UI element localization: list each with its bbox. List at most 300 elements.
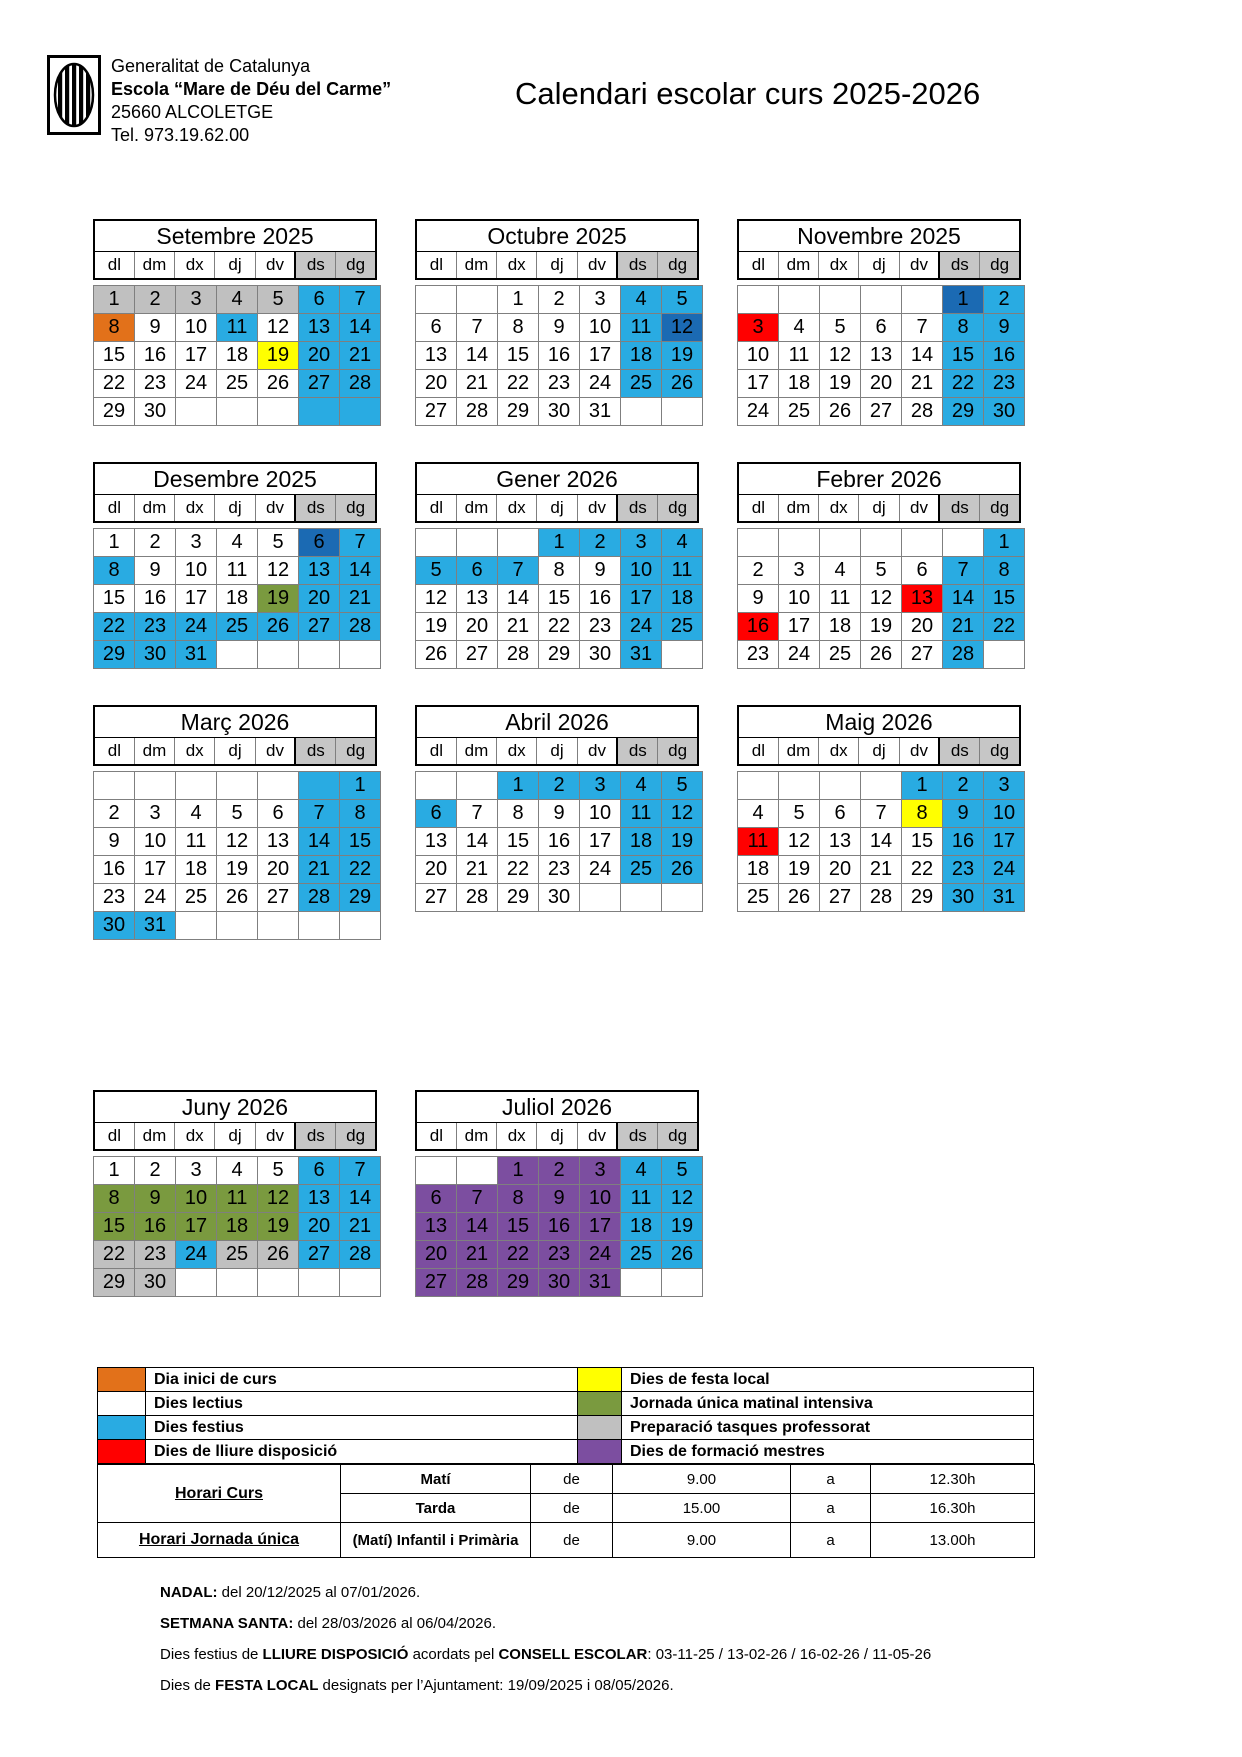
day-cell: 15 (94, 1213, 135, 1241)
schedule-period: (Matí) Infantil i Primària (341, 1523, 531, 1558)
day-cell: 17 (176, 342, 217, 370)
day-cell: 20 (457, 613, 498, 641)
day-cell: 17 (135, 856, 176, 884)
empty-day-cell (217, 912, 258, 940)
empty-day-cell (662, 1269, 703, 1297)
day-cell: 12 (258, 557, 299, 585)
day-cell: 10 (580, 1185, 621, 1213)
day-cell: 11 (621, 800, 662, 828)
day-cell: 10 (984, 800, 1025, 828)
day-cell: 24 (176, 613, 217, 641)
day-cell: 6 (258, 800, 299, 828)
day-cell: 27 (299, 1241, 340, 1269)
day-cell: 6 (299, 286, 340, 314)
day-of-week-header: ds (295, 252, 335, 280)
day-cell: 22 (902, 856, 943, 884)
day-of-week-header: dl (94, 495, 134, 523)
month-days-grid (415, 1156, 703, 1297)
day-cell: 8 (498, 1185, 539, 1213)
schedule-de: de (531, 1465, 613, 1494)
day-cell: 11 (217, 557, 258, 585)
day-cell: 6 (299, 529, 340, 557)
day-cell: 31 (621, 641, 662, 669)
day-cell: 29 (94, 1269, 135, 1297)
day-cell: 27 (416, 1269, 457, 1297)
day-cell: 20 (416, 1241, 457, 1269)
day-cell: 25 (621, 370, 662, 398)
day-of-week-header: dl (94, 252, 134, 280)
day-cell: 20 (416, 856, 457, 884)
schedule-de: de (531, 1523, 613, 1558)
day-cell: 28 (457, 884, 498, 912)
day-cell: 13 (299, 1185, 340, 1213)
month-calendar (93, 462, 377, 669)
empty-day-cell (457, 529, 498, 557)
day-cell: 13 (299, 314, 340, 342)
day-cell: 10 (738, 342, 779, 370)
day-cell: 9 (943, 800, 984, 828)
empty-day-cell (984, 641, 1025, 669)
schedule-de: de (531, 1494, 613, 1523)
day-cell: 11 (621, 1185, 662, 1213)
day-of-week-header: dv (255, 1123, 295, 1151)
footnote-text: designats per l’Ajuntament: 19/09/2025 i 08/05/2026. (318, 1677, 674, 1694)
day-of-week-header: dl (94, 1123, 134, 1151)
empty-day-cell (416, 286, 457, 314)
day-cell: 23 (580, 613, 621, 641)
day-cell: 17 (738, 370, 779, 398)
schedule-table (97, 1464, 1035, 1558)
day-cell: 25 (738, 884, 779, 912)
footnote-bold-text: LLIURE DISPOSICIÓ (262, 1646, 409, 1663)
day-of-week-header: dl (416, 1123, 456, 1151)
day-cell: 18 (217, 585, 258, 613)
day-cell: 20 (299, 1213, 340, 1241)
day-cell: 9 (738, 585, 779, 613)
day-cell: 1 (94, 529, 135, 557)
day-cell: 5 (258, 286, 299, 314)
month-header-table (93, 462, 377, 523)
day-of-week-header: dv (577, 495, 617, 523)
legend-swatch (98, 1392, 146, 1416)
day-cell: 6 (902, 557, 943, 585)
day-cell: 30 (539, 884, 580, 912)
day-cell: 1 (539, 529, 580, 557)
day-of-week-header: dg (658, 252, 698, 280)
empty-day-cell (861, 772, 902, 800)
day-cell: 27 (820, 884, 861, 912)
day-cell: 29 (943, 398, 984, 426)
day-cell: 19 (662, 828, 703, 856)
day-cell: 17 (580, 828, 621, 856)
day-cell: 11 (662, 557, 703, 585)
day-cell: 19 (258, 585, 299, 613)
day-cell: 22 (94, 370, 135, 398)
day-cell: 16 (539, 1213, 580, 1241)
day-cell: 13 (416, 828, 457, 856)
empty-day-cell (135, 772, 176, 800)
day-cell: 18 (779, 370, 820, 398)
day-cell: 7 (457, 800, 498, 828)
day-cell: 5 (258, 1157, 299, 1185)
day-of-week-header: dm (778, 495, 818, 523)
day-of-week-header: ds (617, 738, 657, 766)
day-cell: 13 (299, 557, 340, 585)
day-cell: 6 (416, 800, 457, 828)
day-cell: 26 (258, 1241, 299, 1269)
day-of-week-header: dx (819, 738, 859, 766)
month-title: Gener 2026 (416, 463, 698, 495)
empty-day-cell (340, 1269, 381, 1297)
day-cell: 10 (176, 314, 217, 342)
day-cell: 29 (539, 641, 580, 669)
day-cell: 8 (94, 557, 135, 585)
empty-day-cell (662, 641, 703, 669)
day-cell: 14 (457, 828, 498, 856)
day-cell: 7 (902, 314, 943, 342)
day-cell: 27 (457, 641, 498, 669)
day-cell: 11 (738, 828, 779, 856)
empty-day-cell (621, 884, 662, 912)
day-cell: 30 (539, 398, 580, 426)
day-cell: 3 (779, 557, 820, 585)
month-days-grid (93, 528, 381, 669)
month-header-table (93, 705, 377, 766)
empty-day-cell (217, 641, 258, 669)
day-cell: 12 (779, 828, 820, 856)
empty-day-cell (457, 772, 498, 800)
day-cell: 14 (943, 585, 984, 613)
day-cell: 30 (135, 1269, 176, 1297)
empty-day-cell (943, 529, 984, 557)
day-cell: 13 (861, 342, 902, 370)
legend-label: Jornada única matinal intensiva (622, 1392, 1034, 1416)
day-of-week-header: dm (778, 252, 818, 280)
day-cell: 17 (779, 613, 820, 641)
day-cell: 30 (94, 912, 135, 940)
day-cell: 16 (94, 856, 135, 884)
day-cell: 5 (416, 557, 457, 585)
day-cell: 12 (662, 314, 703, 342)
day-cell: 14 (340, 314, 381, 342)
day-cell: 16 (580, 585, 621, 613)
day-cell: 22 (498, 856, 539, 884)
empty-day-cell (779, 772, 820, 800)
month-header-table (415, 1090, 699, 1151)
month-calendar (415, 1090, 699, 1297)
day-of-week-header: ds (939, 252, 979, 280)
day-cell: 21 (340, 585, 381, 613)
day-of-week-header: dv (899, 252, 939, 280)
footnote-bold-text: FESTA LOCAL (215, 1677, 319, 1694)
day-cell: 3 (580, 1157, 621, 1185)
empty-day-cell (299, 641, 340, 669)
day-cell: 13 (416, 342, 457, 370)
day-of-week-header: dv (899, 495, 939, 523)
months-grid-main (93, 219, 1242, 940)
day-cell: 8 (943, 314, 984, 342)
month-calendar (737, 705, 1021, 912)
org-name: Generalitat de Catalunya (111, 56, 311, 76)
day-cell: 28 (299, 884, 340, 912)
footnote-line (160, 1615, 1242, 1633)
day-of-week-header: dg (980, 738, 1020, 766)
day-cell: 15 (984, 585, 1025, 613)
day-of-week-header: dm (456, 495, 496, 523)
day-of-week-header: dv (255, 252, 295, 280)
legend-swatch (98, 1368, 146, 1392)
month-calendar (415, 705, 699, 912)
day-cell: 1 (498, 772, 539, 800)
day-cell: 2 (135, 286, 176, 314)
day-cell: 4 (217, 529, 258, 557)
month-header-table (415, 462, 699, 523)
empty-day-cell (738, 286, 779, 314)
day-cell: 20 (299, 585, 340, 613)
day-cell: 21 (340, 342, 381, 370)
legend-label: Dies de formació mestres (622, 1440, 1034, 1464)
day-cell: 20 (258, 856, 299, 884)
day-cell: 13 (820, 828, 861, 856)
month-calendar (415, 219, 699, 426)
footnote-bold-text: NADAL: (160, 1584, 218, 1601)
day-cell: 1 (498, 1157, 539, 1185)
day-cell: 4 (621, 286, 662, 314)
empty-day-cell (416, 772, 457, 800)
day-cell: 25 (621, 1241, 662, 1269)
day-cell: 30 (539, 1269, 580, 1297)
day-cell: 13 (457, 585, 498, 613)
day-cell: 5 (820, 314, 861, 342)
day-of-week-header: dl (738, 495, 778, 523)
empty-day-cell (457, 1157, 498, 1185)
day-of-week-header: dj (537, 495, 577, 523)
day-cell: 8 (984, 557, 1025, 585)
day-cell: 15 (498, 342, 539, 370)
schedule-end-time: 12.30h (871, 1465, 1035, 1494)
empty-day-cell (779, 529, 820, 557)
empty-day-cell (340, 912, 381, 940)
month-calendar (737, 219, 1021, 426)
month-days-grid (93, 771, 381, 940)
empty-day-cell (738, 772, 779, 800)
day-cell: 17 (580, 1213, 621, 1241)
school-name: Escola “Mare de Déu del Carme” (111, 79, 392, 99)
day-of-week-header: dj (215, 495, 255, 523)
day-of-week-header: dg (336, 738, 376, 766)
month-calendar (93, 219, 377, 426)
day-cell: 22 (94, 1241, 135, 1269)
page-title: Calendari escolar curs 2025-2026 (515, 76, 981, 111)
day-cell: 4 (217, 1157, 258, 1185)
month-title: Juliol 2026 (416, 1091, 698, 1123)
day-of-week-header: dj (537, 738, 577, 766)
day-cell: 16 (943, 828, 984, 856)
month-header-table (415, 219, 699, 280)
day-cell: 19 (258, 1213, 299, 1241)
day-of-week-header: dv (577, 252, 617, 280)
day-cell: 18 (662, 585, 703, 613)
empty-day-cell (580, 884, 621, 912)
day-of-week-header: dx (819, 252, 859, 280)
day-cell: 29 (340, 884, 381, 912)
day-cell: 28 (340, 613, 381, 641)
day-cell: 4 (820, 557, 861, 585)
day-cell: 3 (621, 529, 662, 557)
day-cell: 16 (135, 1213, 176, 1241)
day-cell: 10 (176, 557, 217, 585)
day-cell: 28 (457, 398, 498, 426)
day-cell: 30 (943, 884, 984, 912)
day-cell: 21 (498, 613, 539, 641)
day-cell: 26 (258, 613, 299, 641)
day-cell: 24 (580, 370, 621, 398)
day-cell: 29 (94, 398, 135, 426)
day-cell: 25 (176, 884, 217, 912)
legend-swatch (578, 1440, 622, 1464)
day-of-week-header: dg (336, 495, 376, 523)
day-cell: 24 (176, 1241, 217, 1269)
day-cell: 23 (135, 370, 176, 398)
schedule-a: a (791, 1523, 871, 1558)
day-cell: 1 (902, 772, 943, 800)
day-cell: 2 (738, 557, 779, 585)
day-cell: 28 (861, 884, 902, 912)
day-of-week-header: dx (819, 495, 859, 523)
day-cell: 3 (176, 286, 217, 314)
month-header-table (737, 462, 1021, 523)
day-cell: 23 (943, 856, 984, 884)
day-cell: 7 (340, 1157, 381, 1185)
day-cell: 18 (621, 1213, 662, 1241)
day-cell: 7 (299, 800, 340, 828)
schedule-start-time: 9.00 (613, 1465, 791, 1494)
day-of-week-header: dm (134, 495, 174, 523)
day-cell: 30 (580, 641, 621, 669)
day-cell: 31 (580, 398, 621, 426)
schedule-period: Matí (341, 1465, 531, 1494)
day-of-week-header: dj (859, 738, 899, 766)
month-title: Maig 2026 (738, 706, 1020, 738)
day-cell: 18 (621, 342, 662, 370)
day-of-week-header: dj (215, 738, 255, 766)
month-title: Desembre 2025 (94, 463, 376, 495)
day-cell: 25 (662, 613, 703, 641)
day-cell: 6 (416, 1185, 457, 1213)
day-cell: 3 (984, 772, 1025, 800)
day-cell: 29 (902, 884, 943, 912)
day-cell: 10 (580, 314, 621, 342)
day-cell: 3 (176, 529, 217, 557)
day-cell: 8 (498, 800, 539, 828)
day-cell: 10 (779, 585, 820, 613)
footnote-line (160, 1677, 1242, 1695)
day-of-week-header: dx (497, 252, 537, 280)
day-cell: 3 (176, 1157, 217, 1185)
day-cell: 13 (416, 1213, 457, 1241)
day-cell: 23 (539, 370, 580, 398)
day-cell: 22 (943, 370, 984, 398)
day-cell: 21 (299, 856, 340, 884)
day-of-week-header: ds (295, 1123, 335, 1151)
day-of-week-header: dj (859, 495, 899, 523)
day-cell: 12 (217, 828, 258, 856)
day-cell: 15 (539, 585, 580, 613)
day-cell: 14 (457, 1213, 498, 1241)
empty-day-cell (662, 884, 703, 912)
day-cell: 22 (340, 856, 381, 884)
empty-day-cell (738, 529, 779, 557)
day-cell: 24 (580, 856, 621, 884)
day-cell: 18 (621, 828, 662, 856)
day-cell: 21 (902, 370, 943, 398)
day-cell: 4 (662, 529, 703, 557)
day-cell: 27 (861, 398, 902, 426)
day-of-week-header: dm (134, 1123, 174, 1151)
empty-day-cell (258, 641, 299, 669)
day-cell: 12 (820, 342, 861, 370)
schedule-course-label: Horari Curs (98, 1465, 341, 1523)
day-cell: 25 (820, 641, 861, 669)
day-of-week-header: dg (658, 495, 698, 523)
day-of-week-header: dl (416, 252, 456, 280)
empty-day-cell (621, 398, 662, 426)
schedule-a: a (791, 1465, 871, 1494)
day-cell: 1 (984, 529, 1025, 557)
day-of-week-header: dj (537, 252, 577, 280)
day-cell: 18 (176, 856, 217, 884)
day-cell: 28 (340, 370, 381, 398)
day-of-week-header: dg (980, 495, 1020, 523)
day-cell: 16 (539, 828, 580, 856)
day-cell: 12 (258, 1185, 299, 1213)
schedule-end-time: 16.30h (871, 1494, 1035, 1523)
day-cell: 7 (943, 557, 984, 585)
day-cell: 2 (94, 800, 135, 828)
day-cell: 28 (943, 641, 984, 669)
day-cell: 31 (135, 912, 176, 940)
day-cell: 23 (738, 641, 779, 669)
day-cell: 12 (662, 1185, 703, 1213)
day-cell: 26 (416, 641, 457, 669)
day-cell: 26 (820, 398, 861, 426)
schedule-start-time: 15.00 (613, 1494, 791, 1523)
day-cell: 2 (984, 286, 1025, 314)
day-cell: 2 (580, 529, 621, 557)
day-cell: 25 (217, 370, 258, 398)
empty-day-cell (861, 286, 902, 314)
month-days-grid (93, 1156, 381, 1297)
day-cell: 2 (539, 1157, 580, 1185)
day-cell: 29 (94, 641, 135, 669)
footnote-bold-text: CONSELL ESCOLAR (498, 1646, 648, 1663)
day-cell: 15 (340, 828, 381, 856)
footnote-text: del 20/12/2025 al 07/01/2026. (217, 1584, 421, 1601)
month-days-grid (415, 528, 703, 669)
empty-day-cell (416, 1157, 457, 1185)
day-of-week-header: dl (416, 495, 456, 523)
day-cell: 26 (217, 884, 258, 912)
day-cell: 8 (902, 800, 943, 828)
school-phone: Tel. 973.19.62.00 (111, 125, 250, 145)
day-cell: 24 (779, 641, 820, 669)
empty-day-cell (258, 1269, 299, 1297)
day-cell: 9 (135, 1185, 176, 1213)
day-cell: 13 (258, 828, 299, 856)
day-cell: 14 (457, 342, 498, 370)
day-cell: 3 (580, 286, 621, 314)
day-cell: 7 (457, 1185, 498, 1213)
